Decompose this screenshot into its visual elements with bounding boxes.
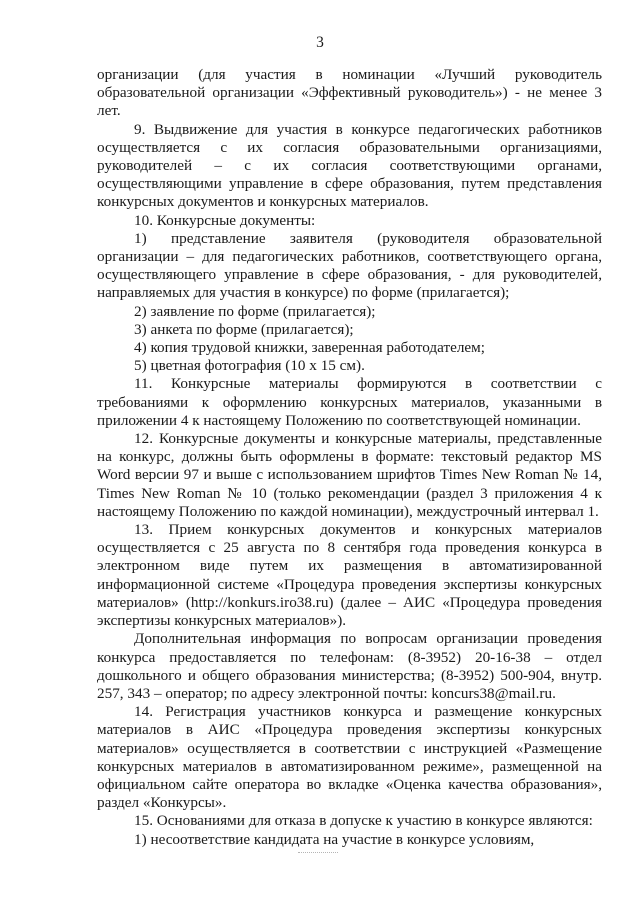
paragraph-15-refusal: 15. Основаниями для отказа в допуске к участию в конкурсе являются: xyxy=(134,812,593,830)
list-item-5: 5) цветная фотография (10 х 15 см). xyxy=(134,357,365,375)
document-body xyxy=(97,66,602,849)
paragraph-contact-info: Дополнительная информация по вопросам организации проведения конкурса предоставляется по телефонам: (8-3952) 20-16-38 – отдел дошкольного и общего образования министерства; (8-3952) 500-904, внутр. 257, 343 – оператор; по адресу электронной почты: koncurs38@mail.ru. xyxy=(97,630,602,702)
list-item-3: 3) анкета по форме (прилагается); xyxy=(134,320,354,338)
list-item-1: 1) представление заявителя (руководителя образовательной организации – для педагогических работников, соответствующего органа, осуществляющего управление в сфере образования, - для руководителей, направляемых для участия в конкурсе) по форме (прилагается); xyxy=(97,229,602,302)
paragraph-13-submission: 13. Прием конкурсных документов и конкурсных материалов осуществляется с 25 августа по 8 сентября года проведения конкурса в электронном виде путем их размещения в автоматизированной информационной системе «Процедура проведения экспертизы конкурсных материалов» (http://konkurs.iro38.ru) (далее – АИС «Процедура проведения экспертизы конкурсных материалов»). xyxy=(97,521,602,630)
paragraph-10-heading: 10. Конкурсные документы: xyxy=(134,211,316,229)
paragraph-9-nomination: 9. Выдвижение для участия в конкурсе педагогических работников осуществляется с их согласия образовательными организациями, руководителей – с их согласия соответствующими органами, осуществляющими управление в сфере образования, путем представления конкурсных документов и конкурсных материалов. xyxy=(97,120,602,211)
paragraph-1-continuation: организации (для участия в номинации «Лучший руководитель образовательной организации «Эффективный руководитель») - не менее 3 лет. xyxy=(97,66,602,120)
paragraph-12-format: 12. Конкурсные документы и конкурсные материалы, представленные на конкурс, должны быть оформлены в формате: текстовый редактор MS Word версии 97 и выше с использованием шрифтов Times New Roman № 14, Times New Roman № 10 (только рекомендации (раздел 3 приложения 4 к настоящему Положению по каждой номинации), междустрочный интервал 1. xyxy=(97,430,602,520)
paragraph-14-registration: 14. Регистрация участников конкурса и размещение конкурсных материалов в АИС «Процедура проведения экспертизы конкурсных материалов» осуществляется в соответствии с инструкцией «Размещение конкурсных материалов в автоматизированном режиме», размещенной на официальном сайте оператора во вкладке «Оценка качества образования», раздел «Конкурсы». xyxy=(97,703,602,812)
paragraph-11-materials: 11. Конкурсные материалы формируются в соответствии с требованиями к оформлению конкурсных материалов, указанными в приложении 4 к настоящему Положению по соответствующей номинации. xyxy=(97,375,602,429)
refusal-item-1: 1) несоответствие кандидата на участие в конкурсе условиям, xyxy=(134,830,535,848)
list-item-2: 2) заявление по форме (прилагается); xyxy=(134,302,376,320)
page-number: 3 xyxy=(316,34,324,51)
list-item-4: 4) копия трудовой книжки, заверенная работодателем; xyxy=(134,339,486,357)
scan-artifact-mark xyxy=(298,852,338,853)
